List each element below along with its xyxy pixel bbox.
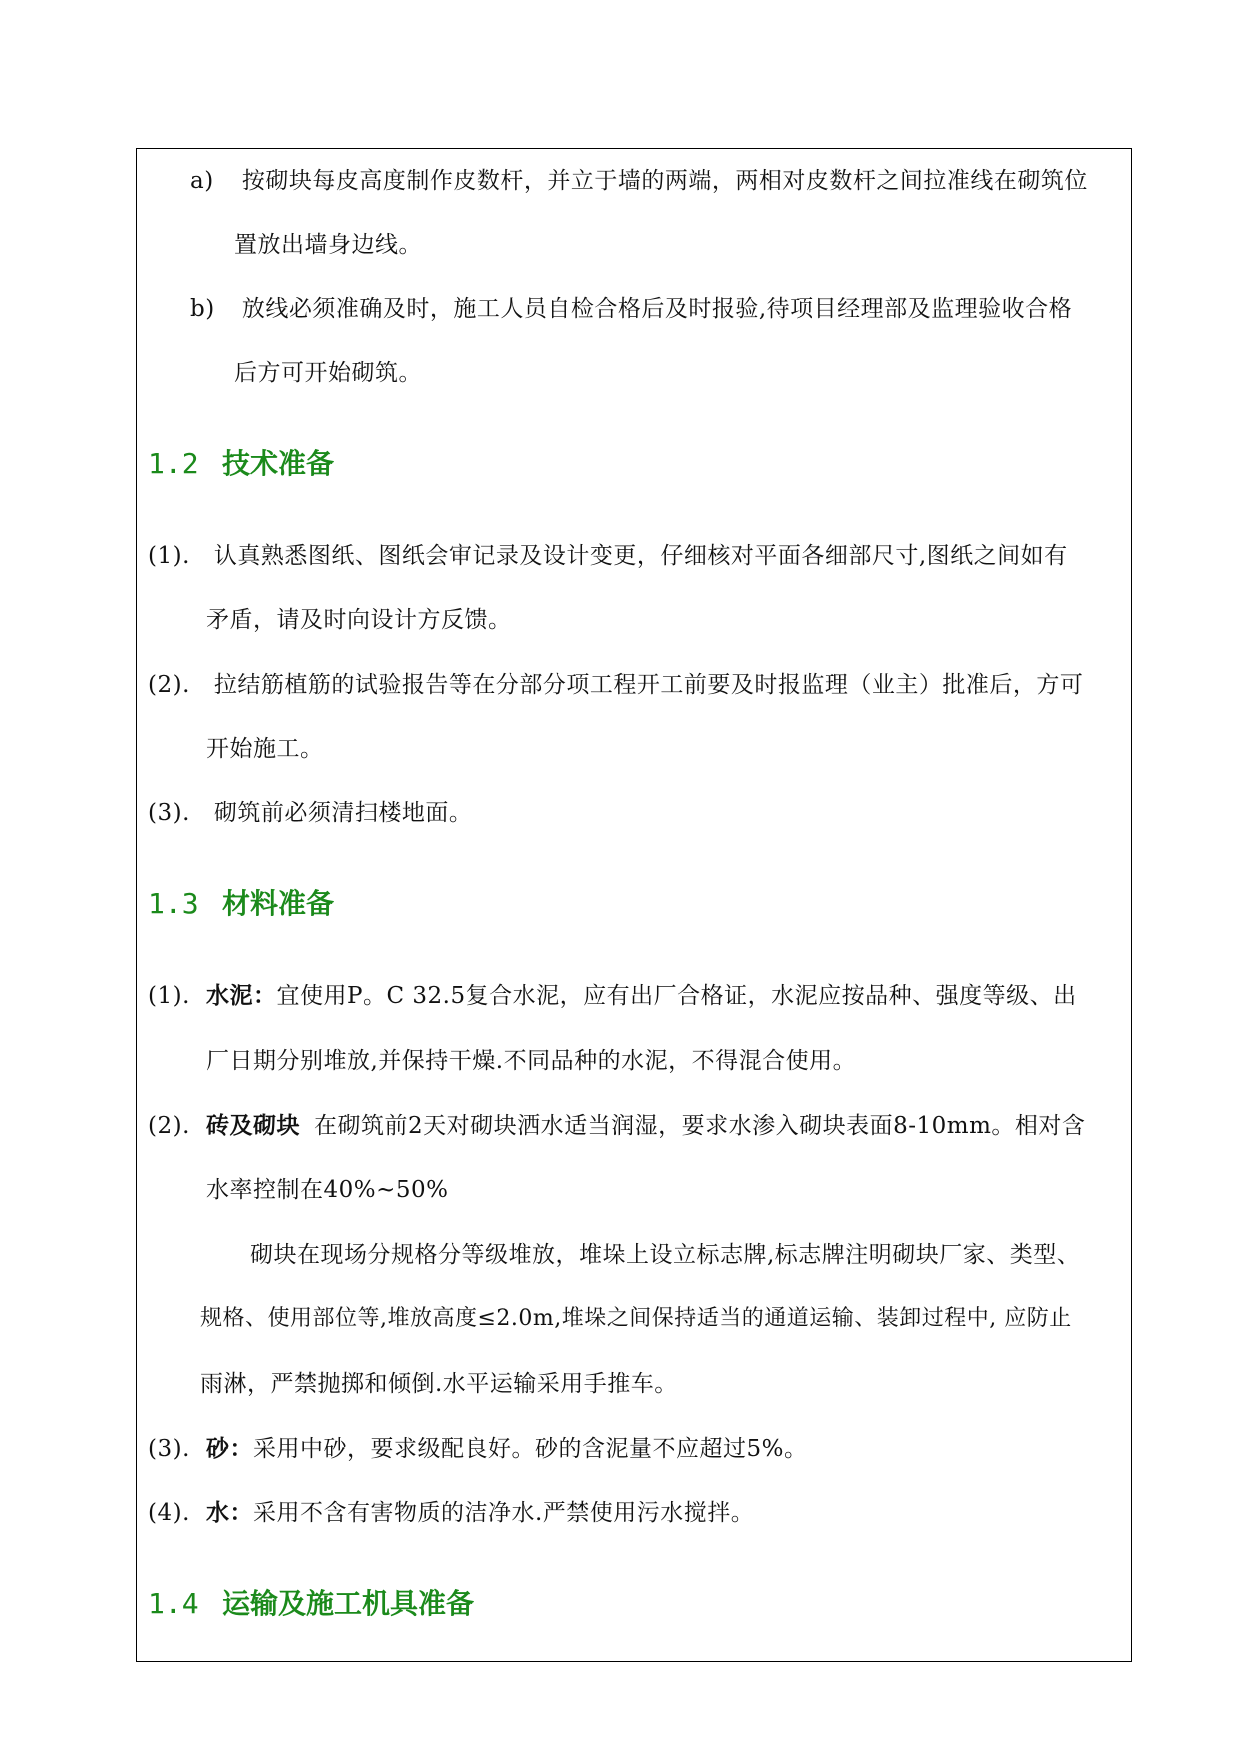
section-1-2-heading [148, 447, 334, 481]
item-a-marker: a) [190, 168, 214, 194]
material-item-2-para-line1: 砌块在现场分规格分等级堆放，堆垛上设立标志牌,标志牌注明砌块厂家、类型、 [250, 1242, 1081, 1268]
material-item-4-text1: 采用不含有害物质的洁净水.严禁使用污水搅拌。 [253, 1500, 755, 1526]
tech-item-3-line1 [148, 798, 472, 828]
material-item-1-line1 [148, 981, 1077, 1011]
item-b-text1: 放线必须准确及时，施工人员自检合格后及时报验,待项目经理部及监理验收合格 [241, 296, 1073, 322]
section-1-3-number: 1.3 [148, 887, 199, 920]
item-b-line1 [190, 294, 1072, 324]
section-1-2-title: 技术准备 [222, 447, 335, 480]
item-a-text1: 按砌块每皮高度制作皮数杆，并立于墙的两端，两相对皮数杆之间拉准线在砌筑位 [241, 168, 1088, 194]
material-item-1-label: 水泥： [206, 983, 277, 1009]
tech-item-2-line1 [148, 670, 1083, 700]
tech-item-1-text1: 认真熟悉图纸、图纸会审记录及设计变更，仔细核对平面各细部尺寸,图纸之间如有 [213, 543, 1068, 569]
material-item-4-marker: (4). [148, 1500, 190, 1526]
section-1-3-title: 材料准备 [222, 887, 335, 920]
tech-item-3-text1: 砌筑前必须清扫楼地面。 [213, 800, 473, 826]
item-a-line2: 置放出墙身边线。 [234, 232, 422, 258]
tech-item-3-marker: (3). [148, 800, 190, 826]
material-item-2-para-line2: 规格、使用部位等,堆放高度≤2.0m,堆垛之间保持适当的通道运输、装卸过程中, 应防止 [200, 1306, 1072, 1331]
material-item-4-label: 水： [206, 1500, 253, 1526]
material-item-3-text1: 采用中砂，要求级配良好。砂的含泥量不应超过5%。 [253, 1436, 808, 1462]
material-item-2-line2: 水率控制在40%~50% [206, 1177, 449, 1203]
section-1-4-number: 1.4 [148, 1587, 199, 1620]
material-item-3-line1 [148, 1434, 808, 1464]
section-1-3-heading [148, 887, 334, 921]
item-a-line1 [190, 166, 1088, 196]
material-item-2-text1: 在砌筑前2天对砌块洒水适当润湿，要求水渗入砌块表面8-10mm。相对含 [314, 1113, 1086, 1139]
material-item-3-label: 砂： [206, 1436, 253, 1462]
tech-item-2-marker: (2). [148, 672, 190, 698]
tech-item-2-text1: 拉结筋植筋的试验报告等在分部分项工程开工前要及时报监理（业主）批准后，方可 [213, 672, 1084, 698]
material-item-2-label: 砖及砌块 [206, 1113, 300, 1139]
tech-item-2-line2: 开始施工。 [206, 736, 324, 762]
section-1-4-heading [148, 1587, 474, 1621]
material-item-4-line1 [148, 1498, 754, 1528]
tech-item-1-line1 [148, 541, 1068, 571]
tech-item-1-marker: (1). [148, 543, 190, 569]
material-item-1-line2: 厂日期分别堆放,并保持干燥.不同品种的水泥，不得混合使用。 [206, 1048, 857, 1074]
material-item-3-marker: (3). [148, 1436, 190, 1462]
section-1-2-number: 1.2 [148, 447, 199, 480]
item-b-line2: 后方可开始砌筑。 [234, 360, 422, 386]
material-item-2-marker: (2). [148, 1113, 190, 1139]
material-item-2-line1 [148, 1111, 1085, 1141]
material-item-1-text1: 宜使用P。C 32.5复合水泥，应有出厂合格证，水泥应按品种、强度等级、出 [276, 983, 1077, 1009]
section-1-4-title: 运输及施工机具准备 [222, 1587, 475, 1620]
item-b-marker: b) [190, 296, 215, 322]
material-item-1-marker: (1). [148, 983, 190, 1009]
tech-item-1-line2: 矛盾，请及时向设计方反馈。 [206, 607, 512, 633]
material-item-2-para-line3: 雨淋，严禁抛掷和倾倒.水平运输采用手推车。 [200, 1371, 678, 1397]
